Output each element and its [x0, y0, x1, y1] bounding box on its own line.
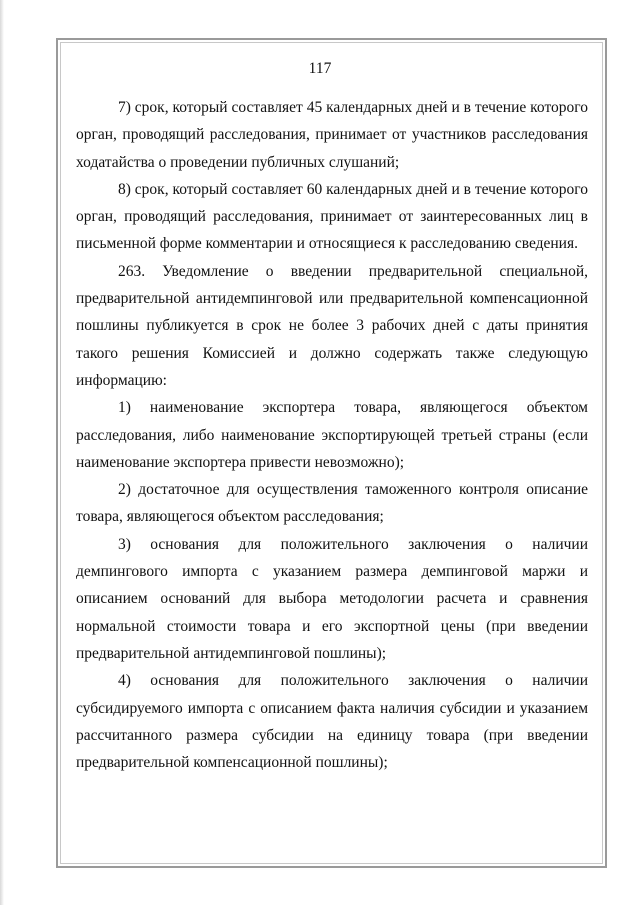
scan-edge-shadow	[0, 0, 4, 905]
page-number: 117	[308, 60, 332, 77]
list-item-7: 7) срок, который составляет 45 календарных дней и в течение которого орган, проводящий расследования, принимает от участников расследования ходатайства о проведении публичных слушаний;	[76, 99, 588, 171]
list-item-1: 1) наименование экспортера товара, являющегося объектом расследования, либо наименование экспортирующей третьей страны (если наименование экспортера привести невозможно);	[76, 399, 588, 471]
list-item-4: 4) основания для положительного заключения о наличии субсидируемого импорта с описанием факта наличия субсидии и указанием рассчитанного размера субсидии на единицу товара (при введении предварительной компенсационной пошлины);	[76, 672, 588, 772]
list-item-8: 8) срок, который составляет 60 календарных дней и в течение которого орган, проводящий расследования, принимает от заинтересованных лиц в письменной форме комментарии и относящиеся к расследованию сведения.	[76, 180, 588, 253]
list-item-3: 3) основания для положительного заключения о наличии демпингового импорта с указанием размера демпинговой маржи и описанием оснований для выбора методологии расчета и сравнения нормальной стоимости товара и его экспортной цены (при введении предварительной антидемпинговой пошлины);	[76, 535, 588, 662]
list-item-2: 2) достаточное для осуществления таможенного контроля описание товара, являющегося объектом расследования;	[76, 481, 588, 526]
clause-263: 263. Уведомление о введении предварительной специальной, предварительной антидемпинговой или предварительной компенсационной пошлины публикуется в срок не более 3 рабочих дней с даты принятия такого решения Комиссией и должно содержать также следующую информацию:	[76, 262, 588, 389]
document-body	[76, 94, 588, 776]
